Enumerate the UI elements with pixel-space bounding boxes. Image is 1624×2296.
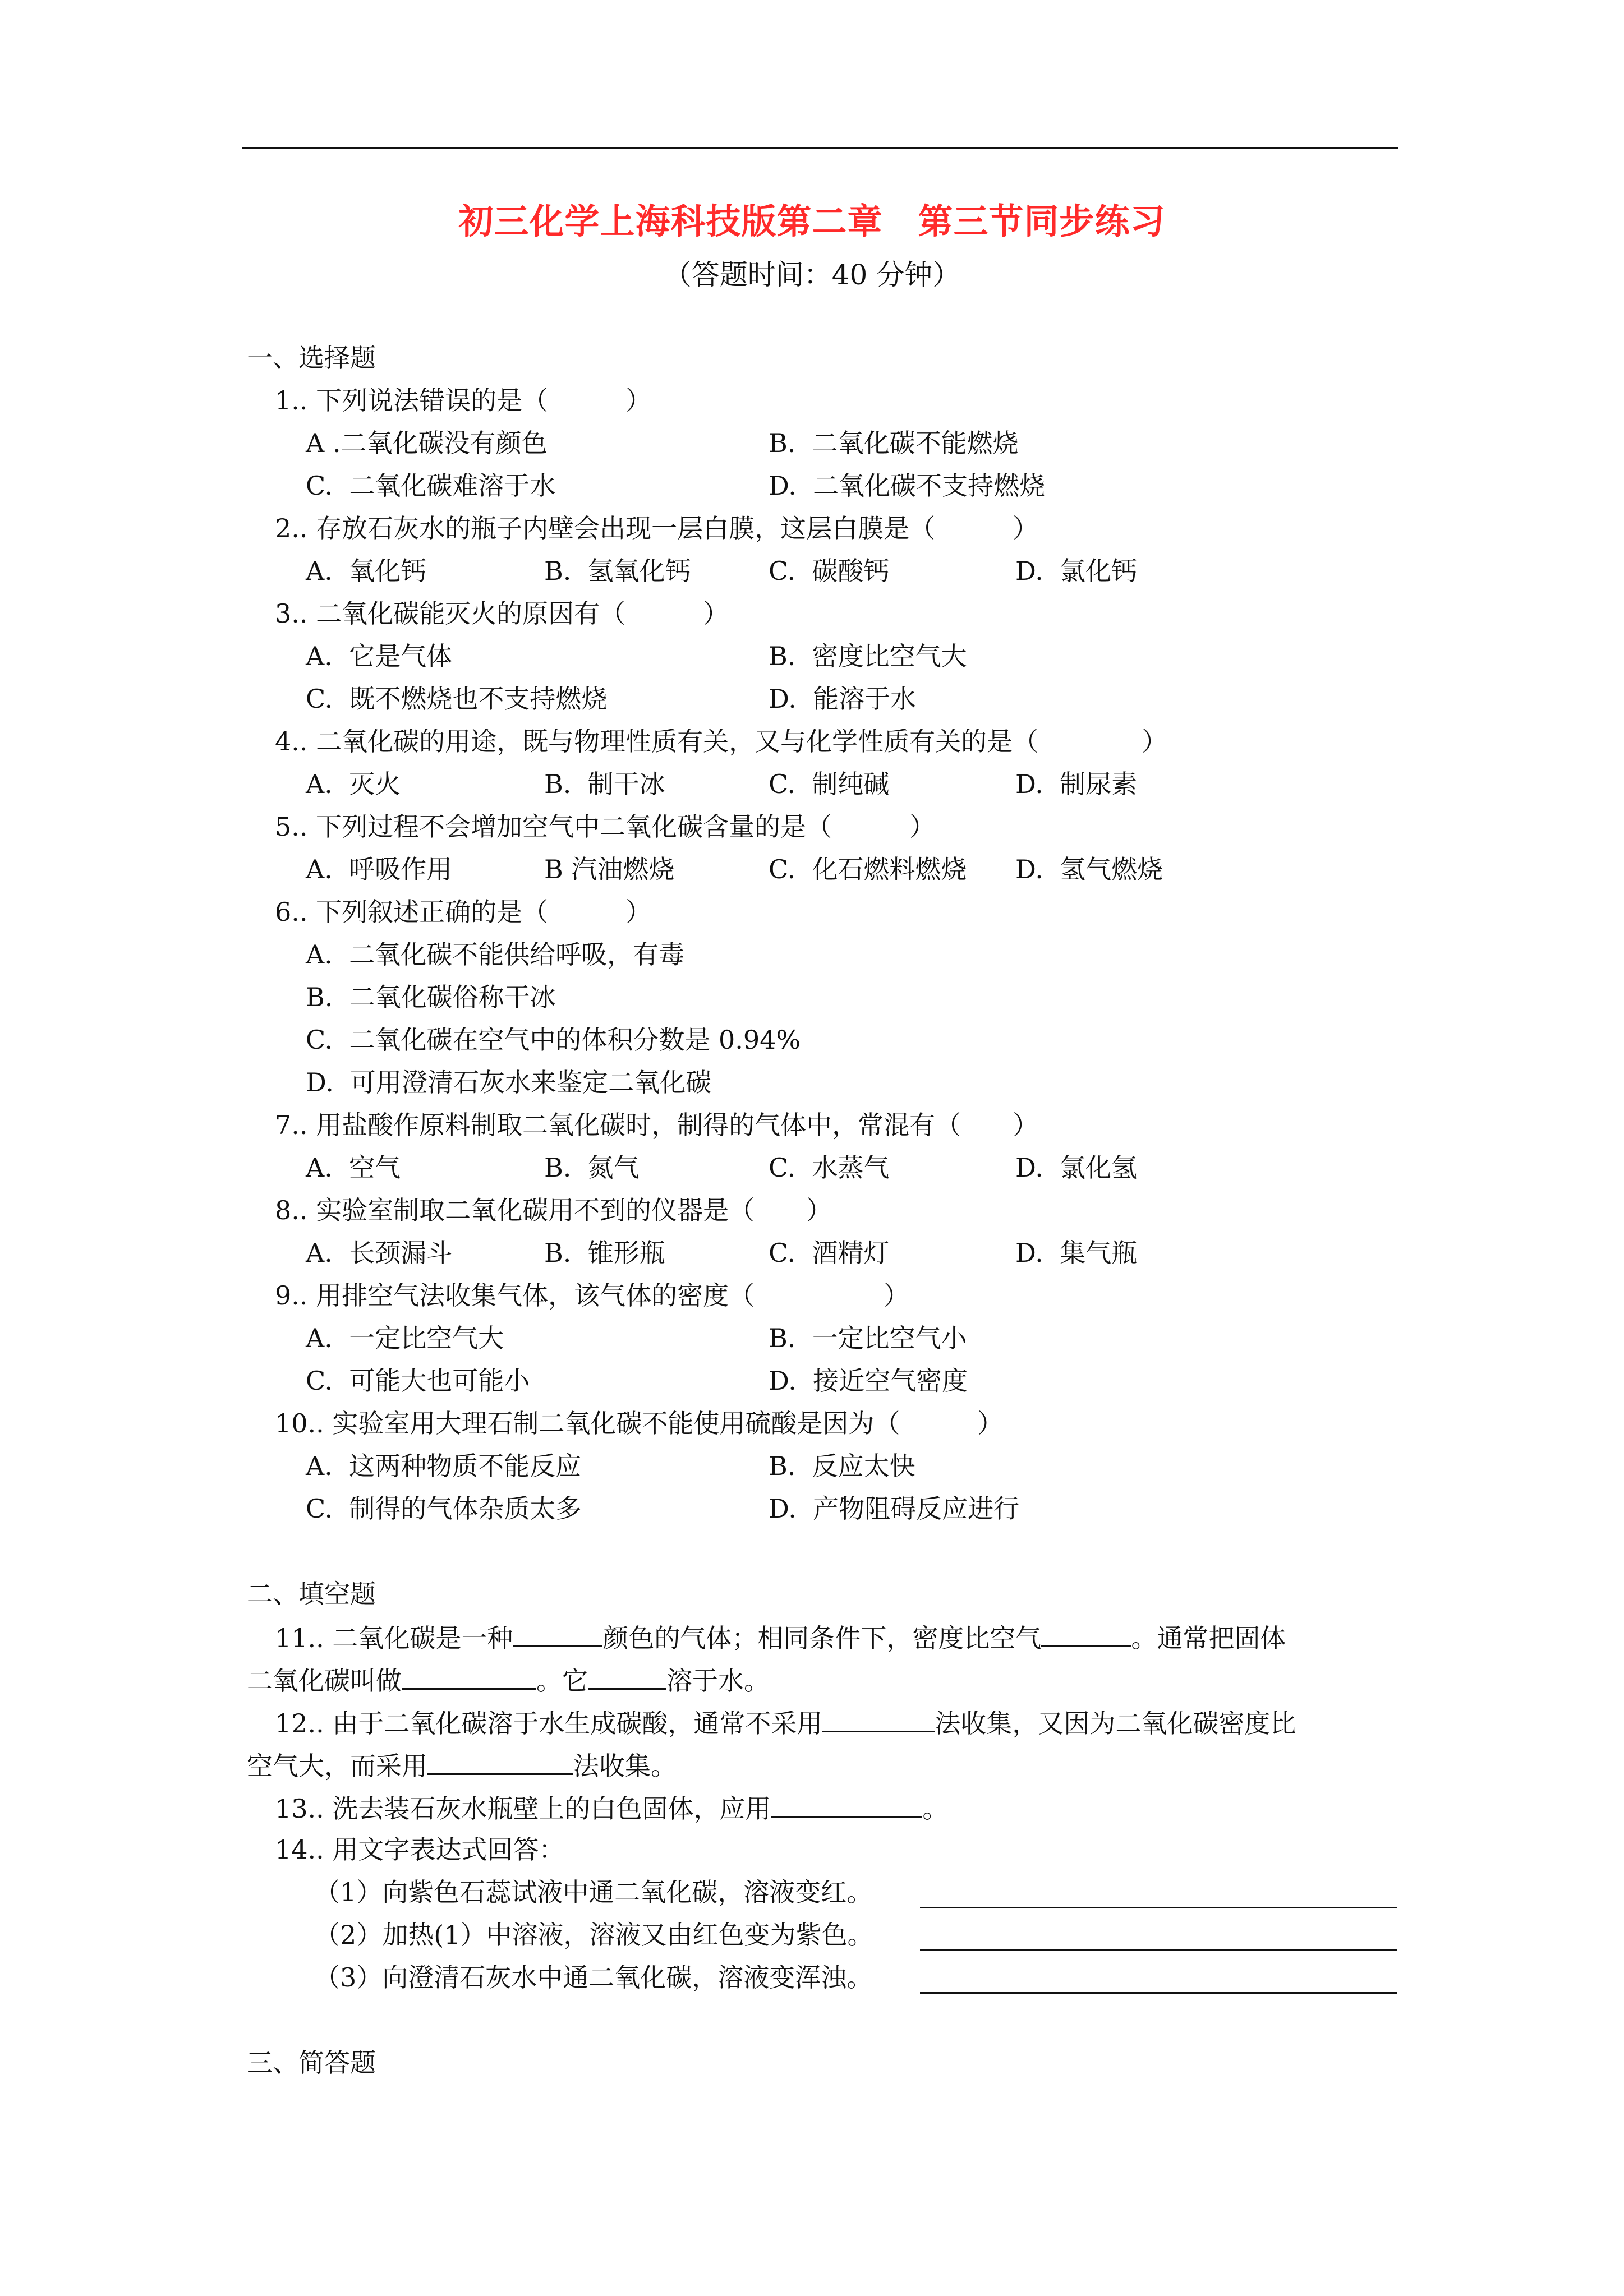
question-stem: 6.. 下列叙述正确的是（ ）	[275, 897, 652, 927]
option: B. 密度比空气大	[769, 641, 967, 671]
fill-question-continued: 空气大，而采用 法收集。	[247, 1749, 677, 1782]
option: A. 长颈漏斗	[306, 1238, 453, 1268]
answer-blank[interactable]	[513, 1621, 602, 1647]
page-title: 初三化学上海科技版第二章 第三节同步练习	[458, 201, 1166, 242]
answer-blank[interactable]	[588, 1663, 666, 1690]
fill-question: 12.. 由于二氧化碳溶于水生成碳酸，通常不采用 法收集，又因为二氧化碳密度比	[275, 1706, 1296, 1739]
section-heading-short: 三、简答题	[247, 2048, 376, 2078]
answer-blank[interactable]	[427, 1749, 573, 1775]
option: C. 水蒸气	[769, 1152, 890, 1183]
answer-blank[interactable]	[771, 1791, 922, 1818]
option: A .二氧化碳没有颜色	[306, 428, 548, 458]
sub-question: （3）向澄清石灰水中通二氧化碳，溶液变浑浊。	[314, 1962, 873, 1993]
option: B. 锥形瓶	[544, 1238, 665, 1268]
header-rule	[242, 147, 1398, 149]
page-subtitle: （答题时间：40 分钟）	[663, 259, 961, 291]
question-stem: 9.. 用排空气法收集气体，该气体的密度（ ）	[275, 1280, 910, 1311]
question-stem: 10.. 实验室用大理石制二氧化碳不能使用硫酸是因为（ ）	[275, 1408, 1004, 1439]
option: B. 反应太快	[769, 1451, 915, 1481]
option: D. 二氧化碳不支持燃烧	[769, 471, 1046, 501]
option: D. 接近空气密度	[769, 1366, 968, 1396]
option: C. 制得的气体杂质太多	[306, 1493, 582, 1524]
option: B. 二氧化碳不能燃烧	[769, 428, 1019, 458]
question-stem: 8.. 实验室制取二氧化碳用不到的仪器是（ ）	[275, 1195, 832, 1225]
option: D. 能溶于水	[769, 684, 917, 714]
answer-blank[interactable]	[1041, 1621, 1131, 1647]
option: D. 可用澄清石灰水来鉴定二氧化碳	[306, 1067, 712, 1098]
answer-line[interactable]	[920, 1949, 1397, 1951]
answer-blank[interactable]	[822, 1706, 935, 1732]
option: C. 既不燃烧也不支持燃烧	[306, 684, 608, 714]
question-stem: 7.. 用盐酸作原料制取二氧化碳时，制得的气体中，常混有（ ）	[275, 1110, 1039, 1140]
option: A. 灭火	[306, 769, 401, 799]
option: D. 氯化钙	[1015, 556, 1138, 586]
option: A. 这两种物质不能反应	[306, 1451, 582, 1481]
fill-question: 14.. 用文字表达式回答：	[275, 1834, 565, 1865]
sub-question: （1）向紫色石蕊试液中通二氧化碳，溶液变红。	[314, 1877, 873, 1907]
option: D. 氢气燃烧	[1015, 854, 1163, 884]
section-heading-fill: 二、填空题	[247, 1579, 376, 1609]
option: A. 氧化钙	[306, 556, 427, 586]
option: C. 二氧化碳难溶于水	[306, 471, 556, 501]
option: B. 制干冰	[544, 769, 665, 799]
question-stem: 5.. 下列过程不会增加空气中二氧化碳含量的是（ ）	[275, 812, 936, 842]
answer-line[interactable]	[920, 1907, 1397, 1908]
option: A. 一定比空气大	[306, 1323, 504, 1353]
option: C. 二氧化碳在空气中的体积分数是 0.94%	[306, 1025, 801, 1055]
option: B. 二氧化碳俗称干冰	[306, 982, 556, 1012]
option: B. 一定比空气小	[769, 1323, 967, 1353]
option: C. 碳酸钙	[769, 556, 890, 586]
question-stem: 2.. 存放石灰水的瓶子内壁会出现一层白膜，这层白膜是（ ）	[275, 513, 1039, 543]
sub-question: （2）加热(1）中溶液，溶液又由红色变为紫色。	[314, 1920, 873, 1950]
answer-line[interactable]	[920, 1992, 1397, 1994]
option: B. 氢氧化钙	[544, 556, 691, 586]
option: B 汽油燃烧	[544, 854, 675, 884]
option: C. 化石燃料燃烧	[769, 854, 967, 884]
option: A. 二氧化碳不能供给呼吸，有毒	[306, 939, 685, 970]
option: D. 产物阻碍反应进行	[769, 1493, 1020, 1524]
option: A. 它是气体	[306, 641, 453, 671]
option: A. 呼吸作用	[306, 854, 453, 884]
question-stem: 4.. 二氧化碳的用途，既与物理性质有关，又与化学性质有关的是（ ）	[275, 726, 1168, 757]
option: C. 酒精灯	[769, 1238, 890, 1268]
option: C. 可能大也可能小	[306, 1366, 530, 1396]
option: D. 氯化氢	[1015, 1152, 1138, 1183]
fill-question-continued: 二氧化碳叫做 。它 溶于水。	[247, 1663, 770, 1696]
fill-question: 11.. 二氧化碳是一种 颜色的气体；相同条件下，密度比空气 。通常把固体	[275, 1621, 1286, 1654]
option: C. 制纯碱	[769, 769, 890, 799]
question-stem: 3.. 二氧化碳能灭火的原因有（ ）	[275, 598, 729, 629]
question-stem: 1.. 下列说法错误的是（ ）	[275, 385, 652, 416]
option: D. 制尿素	[1015, 769, 1138, 799]
section-heading-choice: 一、选择题	[247, 343, 376, 373]
answer-blank[interactable]	[402, 1663, 536, 1690]
option: B. 氮气	[544, 1152, 640, 1183]
fill-question: 13.. 洗去装石灰水瓶壁上的白色固体，应用 。	[275, 1791, 948, 1824]
option: D. 集气瓶	[1015, 1238, 1138, 1268]
option: A. 空气	[306, 1152, 401, 1183]
